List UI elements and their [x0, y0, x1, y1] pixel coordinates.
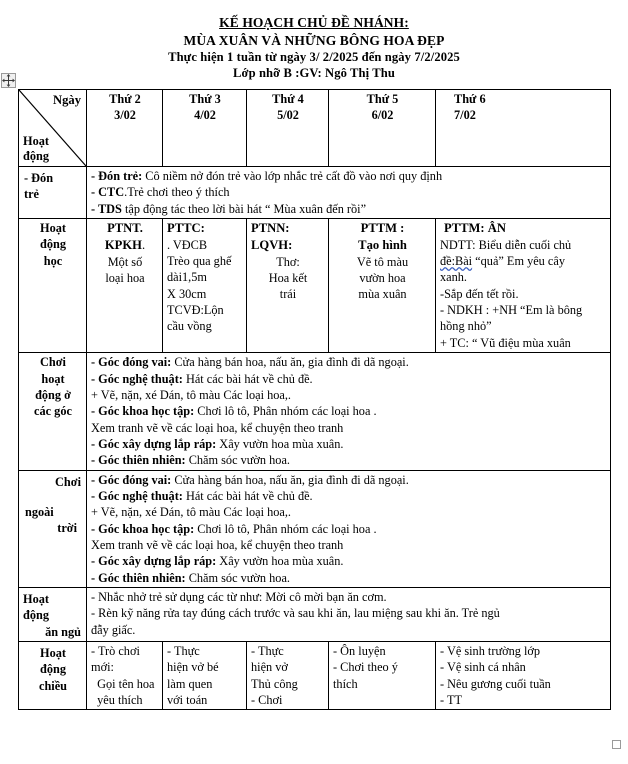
day-name: Thứ 3 — [189, 92, 221, 106]
afternoon-line: - Nêu gương cuối tuần — [440, 676, 551, 691]
row-label-afternoon — [19, 642, 87, 710]
learning-body-line: . VĐCB — [167, 237, 208, 252]
row-learning-activities — [19, 219, 611, 353]
learning-heading-2-tail: . — [141, 237, 146, 252]
corner-play-line — [91, 403, 607, 419]
welcome-line-2-text: .Trẻ chơi theo ý thích — [124, 185, 230, 200]
row-label-line2: trẻ — [24, 187, 40, 202]
learning-cell-fri — [436, 219, 611, 353]
afternoon-line: làm quen — [167, 676, 213, 691]
afternoon-cell-thu — [329, 642, 436, 710]
learning-heading-2: Tạo hình — [358, 237, 407, 252]
grammar-flagged-text: đề:Bài — [440, 254, 473, 269]
afternoon-line: - Ôn luyện — [333, 644, 386, 659]
row-label-welcome — [19, 167, 87, 219]
day-name: Thứ 5 — [366, 92, 399, 106]
outdoor-play-line-label: - Góc khoa học tập: — [91, 521, 195, 536]
outdoor-play-line — [91, 472, 607, 488]
meal-sleep-line: - Rèn kỹ năng rửa tay đúng cách trước và sau khi ăn, lau miệng sau khi ăn. Trẻ ngủ — [91, 606, 500, 621]
corner-play-line-text: Chơi lô tô, Phân nhóm các loại hoa . — [194, 404, 377, 419]
row-label-line1: Chơi — [40, 355, 66, 370]
learning-cell-mon — [87, 219, 163, 353]
weekly-plan-table — [18, 89, 611, 710]
welcome-line-3 — [91, 201, 607, 217]
corner-play-line-text: Hát các bài hát về chủ đề. — [182, 371, 313, 386]
day-date: 7/02 — [454, 108, 476, 123]
title-line-4-class-teacher: Lớp nhỡ B :GV: Ngô Thị Thu — [233, 66, 395, 81]
row-outdoor-play — [19, 470, 611, 587]
learning-body-line-grammar — [440, 253, 607, 269]
learning-body-line: Thơ: — [276, 254, 300, 269]
learning-cell-tue — [163, 219, 247, 353]
row-afternoon — [19, 642, 611, 710]
row-label-line3: ăn ngủ — [45, 624, 81, 639]
corner-play-line — [91, 436, 607, 452]
afternoon-line: - Chơi — [251, 693, 283, 708]
afternoon-line: - TT — [440, 693, 462, 708]
learning-heading-1: PTTC: — [167, 221, 205, 236]
afternoon-line: hiện vở — [251, 660, 288, 675]
outdoor-play-line — [91, 488, 607, 504]
corner-play-line — [91, 354, 607, 370]
day-date: 4/02 — [194, 108, 216, 123]
outdoor-play-line-label: - Góc xây dựng lắp ráp: — [91, 554, 217, 569]
meal-sleep-line: - Nhắc nhở trẻ sử dụng các từ như: Mời cô mời bạn ăn cơm. — [91, 589, 387, 604]
learning-heading-1: PTTM: ÂN — [444, 221, 506, 236]
day-column-header-fri — [436, 90, 611, 167]
day-column-header-mon — [87, 90, 163, 167]
outdoor-play-line-text: Chăm sóc vườn hoa. — [185, 570, 290, 585]
day-date: 3/02 — [114, 108, 136, 123]
learning-body-line: vườn hoa — [359, 270, 406, 285]
outdoor-play-line-label: - Góc thiên nhiên: — [91, 570, 186, 585]
row-label-line1: Chơi — [55, 474, 81, 489]
afternoon-line: hiện vở bé — [167, 660, 219, 675]
row-label-line1: - Đón — [24, 171, 54, 185]
row-label-line1: Hoạt — [40, 646, 66, 661]
day-name: Thứ 4 — [272, 92, 304, 106]
day-column-header-thu — [329, 90, 436, 167]
corner-play-line-text: Chăm sóc vườn hoa. — [185, 453, 290, 468]
afternoon-line: - Trò chơi — [91, 644, 140, 659]
corner-play-line-text: Xây vườn hoa mùa xuân. — [216, 436, 344, 451]
learning-body-line: + TC: “ Vũ điệu mùa xuân — [440, 335, 571, 350]
row-label-line1: Hoạt — [23, 591, 49, 606]
learning-body-line: Hoa kết — [268, 270, 308, 285]
learning-body-line: loại hoa — [105, 270, 145, 285]
learning-body-line: Một số — [107, 254, 143, 269]
row-label-outdoor-play — [19, 470, 87, 587]
row-label-line3: động ở — [35, 387, 71, 402]
corner-activity-label — [23, 134, 49, 165]
learning-heading-2 — [91, 237, 159, 254]
corner-play-line-label: - Góc nghệ thuật: — [91, 371, 183, 386]
title-line-3-duration: Thực hiện 1 tuần từ ngày 3/ 2/2025 đến ngày 7/2/2025 — [168, 50, 460, 65]
day-date: 6/02 — [371, 108, 394, 123]
afternoon-line: Thủ công — [251, 676, 298, 691]
corner-play-line-label: - Góc xây dựng lắp ráp: — [91, 436, 217, 451]
day-name: Thứ 6 — [454, 92, 486, 106]
learning-body-line-grammar-rest: “quả” Em yêu cây — [472, 254, 565, 269]
afternoon-line: - Thực — [167, 644, 200, 659]
corner-diagonal-cell — [19, 90, 87, 167]
row-label-line3: chiều — [38, 678, 67, 693]
row-content-meal-sleep — [87, 587, 611, 641]
learning-body-line: hồng nhỏ” — [440, 319, 492, 334]
afternoon-cell-tue — [163, 642, 247, 710]
corner-play-line — [91, 452, 607, 468]
meal-sleep-line: đẫy giấc. — [91, 622, 136, 637]
afternoon-line: Gọi tên hoa — [91, 676, 155, 691]
afternoon-cell-fri — [436, 642, 611, 710]
table-resize-handle[interactable] — [612, 740, 621, 749]
table-header-row — [19, 90, 611, 167]
title-line-1: KẾ HOẠCH CHỦ ĐỀ NHÁNH: — [219, 15, 409, 30]
day-name: Thứ 2 — [109, 92, 141, 106]
row-label-line4: các góc — [34, 404, 72, 419]
row-label-line3: trời — [57, 521, 77, 536]
row-label-line3: học — [43, 253, 63, 268]
row-content-outdoor-play — [87, 470, 611, 587]
afternoon-line: thích — [333, 676, 358, 691]
row-label-line2: động — [23, 608, 49, 623]
outdoor-play-line-text: Xem tranh vẽ về các loại hoa, kể chuyện theo tranh — [91, 537, 344, 552]
outdoor-play-line — [91, 570, 607, 586]
learning-body-line: X 30cm — [167, 286, 207, 301]
learning-body-line: NDTT: Biểu diễn cuối chủ — [440, 237, 572, 252]
welcome-line-3-text: tập động tác theo lời bài hát “ Mùa xuân đến rồi” — [121, 201, 367, 216]
welcome-line-2-label: - CTC — [91, 185, 125, 200]
corner-play-line-label: - Góc đóng vai: — [91, 355, 172, 370]
learning-body-line: -Sắp đến tết rồi. — [440, 286, 519, 301]
row-label-line2: động — [40, 662, 66, 677]
row-label-line1: Hoạt — [40, 221, 66, 236]
row-label-line2: ngoài — [25, 504, 54, 519]
corner-play-line — [91, 420, 607, 436]
learning-body-line: xanh. — [440, 270, 467, 285]
corner-play-line-text: Cửa hàng bán hoa, nấu ăn, gia đình đi dã ngoại. — [171, 355, 409, 370]
afternoon-cell-wed — [247, 642, 329, 710]
learning-heading-2: LQVH: — [251, 237, 293, 252]
row-welcome-children — [19, 167, 611, 219]
weekly-plan-table-wrapper — [18, 89, 610, 710]
outdoor-play-line — [91, 537, 607, 553]
outdoor-play-line — [91, 521, 607, 537]
corner-play-line-label: - Góc thiên nhiên: — [91, 453, 186, 468]
row-corner-play — [19, 353, 611, 470]
corner-day-label: Ngày — [53, 93, 81, 107]
row-label-line2: hoạt — [41, 371, 65, 386]
afternoon-line: mới: — [91, 660, 114, 675]
learning-body-line: mùa xuân — [358, 287, 407, 302]
row-label-meal-sleep — [19, 587, 87, 641]
row-content-corner-play — [87, 353, 611, 470]
corner-play-line — [91, 371, 607, 387]
afternoon-line: - Vệ sinh trường lớp — [440, 644, 541, 659]
corner-play-line — [91, 387, 607, 403]
row-label-corner-play — [19, 353, 87, 470]
corner-activity-label-line1: Hoạt — [23, 133, 49, 148]
outdoor-play-line-text: + Vẽ, nặn, xé Dán, tô màu Các loại hoa,. — [91, 505, 291, 520]
outdoor-play-line-label: - Góc đóng vai: — [91, 472, 172, 487]
afternoon-line: - Chơi theo ý — [333, 660, 398, 675]
day-column-header-wed — [247, 90, 329, 167]
row-content-welcome — [87, 167, 611, 219]
corner-activity-label-line2: động — [23, 149, 49, 164]
learning-body-line: Trèo qua ghế — [167, 254, 232, 269]
learning-body-line: - NDKH : +NH “Em là bông — [440, 303, 583, 318]
welcome-line-1 — [91, 168, 607, 184]
row-label-learning — [19, 219, 87, 353]
day-date: 5/02 — [277, 108, 299, 123]
document-title-block — [0, 0, 628, 82]
afternoon-line: - Thực — [251, 644, 284, 659]
learning-cell-wed — [247, 219, 329, 353]
row-meal-sleep — [19, 587, 611, 641]
corner-play-line-label: - Góc khoa học tập: — [91, 404, 195, 419]
corner-play-line-text: Xem tranh vẽ về các loại hoa, kể chuyện theo tranh — [91, 420, 344, 435]
row-label-line2: động — [40, 237, 66, 252]
afternoon-line: với toán — [167, 693, 208, 708]
welcome-line-3-label: - TDS — [91, 201, 122, 216]
corner-play-line-text: + Vẽ, nặn, xé Dán, tô màu Các loại hoa,. — [91, 387, 291, 402]
title-line-2: MÙA XUÂN VÀ NHỮNG BÔNG HOA ĐẸP — [183, 32, 445, 48]
learning-body-line: trái — [279, 287, 297, 302]
afternoon-line: - Vệ sinh cá nhân — [440, 660, 526, 675]
welcome-line-1-text: Cô niềm nở đón trẻ vào lớp nhắc trẻ cất đồ vào nơi quy định — [142, 169, 443, 183]
welcome-line-2 — [91, 184, 607, 200]
outdoor-play-line — [91, 504, 607, 520]
learning-heading-1: PTTM : — [360, 221, 405, 236]
learning-body-line: Vẽ tô màu — [356, 254, 409, 269]
learning-heading-2-main: KPKH — [104, 237, 142, 252]
outdoor-play-line-text: Cửa hàng bán hoa, nấu ăn, gia đình đi dã ngoại. — [171, 472, 409, 487]
table-move-handle-icon[interactable] — [1, 73, 16, 88]
learning-body-line: TCVĐ:Lộn — [167, 303, 224, 318]
outdoor-play-line-text: Xây vườn hoa mùa xuân. — [216, 554, 344, 569]
outdoor-play-line-text: Hát các bài hát về chủ đề. — [182, 488, 313, 503]
learning-body-line: dài1,5m — [167, 270, 207, 285]
afternoon-cell-mon — [87, 642, 163, 710]
welcome-line-1-label: - Đón trẻ: — [91, 169, 143, 183]
learning-cell-thu — [329, 219, 436, 353]
learning-heading-1: PTNN: — [251, 221, 290, 236]
day-column-header-tue — [163, 90, 247, 167]
learning-body-line: cầu vồng — [167, 319, 212, 334]
outdoor-play-line-text: Chơi lô tô, Phân nhóm các loại hoa . — [194, 521, 377, 536]
outdoor-play-line-label: - Góc nghệ thuật: — [91, 488, 183, 503]
outdoor-play-line — [91, 553, 607, 569]
afternoon-line: yêu thích — [91, 693, 143, 708]
learning-heading-1: PTNT. — [107, 221, 143, 236]
